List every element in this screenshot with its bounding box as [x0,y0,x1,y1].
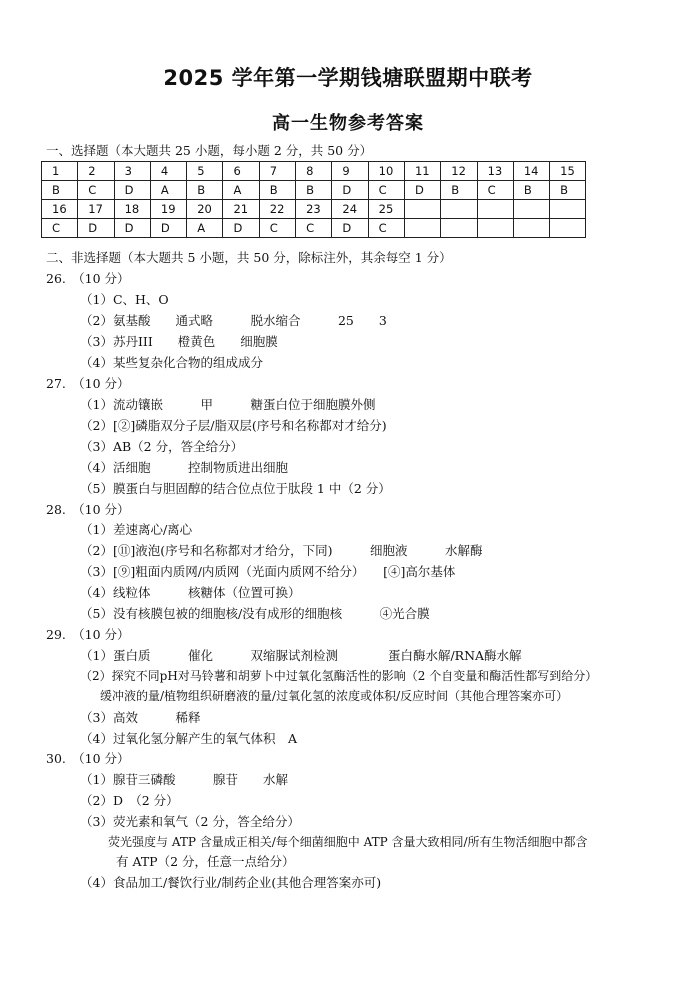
answer-cell: B [550,181,586,200]
answer-cell: D [223,219,259,238]
q29-answer-line: 缓冲液的量/植物组织研磨液的量/过氧化氢的浓度或体积/反应时间（其他合理答案亦可） [100,689,569,703]
question-number-cell: 22 [259,200,295,219]
q26-answer-line: （3）苏丹III 橙黄色 细胞膜 [80,334,278,349]
q28-answer-line: （3）[⑨]粗面内质网/内质网（光面内质网不给分） [④]高尔基体 [80,564,456,579]
question-number-cell: 1 [42,162,78,181]
q26-number: 26. （10 分） [46,271,130,286]
q29-number: 29. （10 分） [46,627,130,642]
q28-answer-line: （1）差速离心/离心 [80,522,193,537]
answer-cell: D [332,181,368,200]
q30-answer-line: （4）食品加工/餐饮行业/制药企业(其他合理答案亦可) [80,875,382,890]
question-number-cell: 21 [223,200,259,219]
q30-answer-line: （1）腺苷三磷酸 腺苷 水解 [80,772,288,787]
answer-cell: C [368,219,404,238]
question-number-cell: 17 [78,200,114,219]
q28-answer-line: （2）[⑪]液泡(序号和名称都对才给分，下同) 细胞液 水解酶 [80,543,483,558]
answer-row [42,181,586,200]
answer-cell: D [404,181,440,200]
answer-cell: C [368,181,404,200]
question-number-cell: 12 [441,162,477,181]
question-number-cell: 4 [150,162,186,181]
answer-cell: D [114,181,150,200]
q28-answer-line: （5）没有核膜包被的细胞核/没有成形的细胞核 ④光合膜 [80,606,430,621]
question-number-cell: 2 [78,162,114,181]
q27-answer-line: （1）流动镶嵌 甲 糖蛋白位于细胞膜外侧 [80,397,376,412]
question-number-row [42,200,586,219]
question-number-cell: 7 [259,162,295,181]
question-number-cell: 13 [477,162,513,181]
question-number-cell [477,200,513,219]
answer-cell: C [259,219,295,238]
q30-answer-line: （3）荧光素和氧气（2 分，答全给分） [80,814,300,829]
q27-answer-line: （3）AB（2 分，答全给分） [80,439,244,454]
question-number-cell: 6 [223,162,259,181]
question-number-cell: 15 [550,162,586,181]
answer-cell [513,219,549,238]
q30-answer-line: 有 ATP（2 分，任意一点给分） [116,854,295,869]
answer-cell: D [332,219,368,238]
section2-heading: 二、非选择题（本大题共 5 小题，共 50 分，除标注外，其余每空 1 分） [46,250,452,265]
question-number-cell: 25 [368,200,404,219]
answer-cell: C [78,181,114,200]
question-number-cell: 3 [114,162,150,181]
answer-cell: A [150,181,186,200]
answer-cell: A [187,219,223,238]
question-number-cell: 14 [513,162,549,181]
q27-answer-line: （2）[②]磷脂双分子层/脂双层(序号和名称都对才给分) [80,418,387,433]
answer-cell: D [114,219,150,238]
q26-answer-line: （1）C、H、O [80,292,169,307]
q27-number: 27. （10 分） [46,376,130,391]
answer-cell: B [259,181,295,200]
q27-answer-line: （5）膜蛋白与胆固醇的结合位点位于肽段 1 中（2 分） [80,481,391,496]
answer-cell [477,219,513,238]
answer-cell: B [296,181,332,200]
answer-cell [404,219,440,238]
answer-cell: C [42,219,78,238]
question-number-cell: 24 [332,200,368,219]
question-number-cell: 8 [296,162,332,181]
q28-number: 28. （10 分） [46,502,130,517]
q29-answer-line: （1）蛋白质 催化 双缩脲试剂检测 蛋白酶水解/RNA酶水解 [80,648,522,663]
answer-cell [441,219,477,238]
exam-subtitle: 高一生物参考答案 [272,113,424,134]
q27-answer-line: （4）活细胞 控制物质进出细胞 [80,460,288,475]
answer-cell: D [150,219,186,238]
question-number-cell [513,200,549,219]
question-number-cell: 5 [187,162,223,181]
q30-answer-line: （2）D （2 分） [80,793,179,808]
answer-cell: B [513,181,549,200]
question-number-cell [404,200,440,219]
question-number-row [42,162,586,181]
choice-answer-table [41,161,586,238]
q30-number: 30. （10 分） [46,751,130,766]
q29-answer-line: （3）高效 稀释 [80,710,201,725]
q26-answer-line: （2）氨基酸 通式略 脱水缩合 25 3 [80,313,387,328]
q30-answer-line: 荧光强度与 ATP 含量成正相关/每个细菌细胞中 ATP 含量大致相同/所有生物活细胞中都含 [108,835,588,849]
q26-answer-line: （4）某些复杂化合物的组成成分 [80,355,263,370]
answer-cell: B [187,181,223,200]
q28-answer-line: （4）线粒体 核糖体（位置可换） [80,585,301,600]
question-number-cell: 9 [332,162,368,181]
question-number-cell: 20 [187,200,223,219]
question-number-cell: 10 [368,162,404,181]
answer-row [42,219,586,238]
question-number-cell: 23 [296,200,332,219]
answer-cell [550,219,586,238]
q29-answer-line: （4）过氧化氢分解产生的氧气体积 A [80,731,297,746]
question-number-cell: 19 [150,200,186,219]
question-number-cell [550,200,586,219]
q29-answer-line: （2）探究不同pH对马铃薯和胡萝卜中过氧化氢酶活性的影响（2 个自变量和酶活性都写到给分） [80,669,598,683]
answer-cell: C [477,181,513,200]
question-number-cell: 11 [404,162,440,181]
answer-cell: B [441,181,477,200]
question-number-cell: 16 [42,200,78,219]
answer-cell: D [78,219,114,238]
answer-cell: B [42,181,78,200]
answer-cell: C [296,219,332,238]
exam-title: 2025 学年第一学期钱塘联盟期中联考 [163,66,533,90]
question-number-cell: 18 [114,200,150,219]
question-number-cell [441,200,477,219]
answer-cell: A [223,181,259,200]
section1-heading: 一、选择题（本大题共 25 小题，每小题 2 分，共 50 分） [46,143,373,158]
